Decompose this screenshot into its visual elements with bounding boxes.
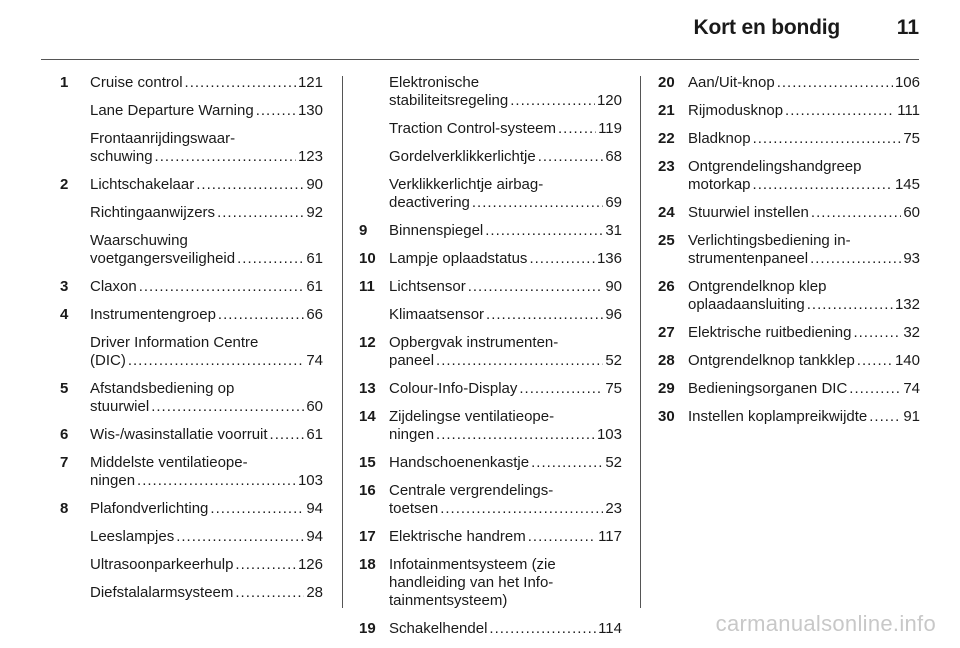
entry-label: oplaadaansluiting bbox=[688, 296, 805, 313]
index-entry bbox=[658, 130, 920, 148]
leader-dots bbox=[753, 130, 902, 148]
item-number: 3 bbox=[60, 278, 69, 295]
entry-label-line: Verlichtingsbediening in- bbox=[688, 232, 851, 249]
page-reference: 91 bbox=[903, 408, 920, 425]
index-entry bbox=[658, 352, 920, 370]
item-number: 15 bbox=[359, 454, 376, 471]
item-number: 14 bbox=[359, 408, 376, 425]
leader-dots bbox=[853, 324, 901, 342]
entry-label-line: Zijdelingse ventilatieope- bbox=[389, 408, 555, 425]
item-number: 1 bbox=[60, 74, 69, 91]
index-entry bbox=[658, 158, 920, 194]
leader-dots bbox=[538, 148, 604, 166]
entry-label: Lampje oplaadstatus bbox=[389, 250, 528, 267]
index-entry bbox=[658, 204, 920, 222]
column-divider-1 bbox=[342, 76, 343, 608]
leader-dots bbox=[235, 584, 304, 602]
entry-label: Leeslampjes bbox=[90, 528, 175, 545]
index-entry bbox=[60, 454, 323, 490]
page-reference: 136 bbox=[596, 250, 622, 267]
leader-dots bbox=[436, 352, 603, 370]
index-entry bbox=[60, 528, 323, 546]
page-reference: 120 bbox=[596, 92, 622, 109]
leader-dots bbox=[486, 306, 603, 324]
leader-dots bbox=[440, 500, 603, 518]
index-entry bbox=[658, 380, 920, 398]
entry-label-line: Infotainmentsysteem (zie bbox=[389, 556, 556, 573]
index-entry bbox=[359, 278, 622, 296]
index-entry bbox=[60, 232, 323, 268]
entry-label-line: Driver Information Centre bbox=[90, 334, 259, 351]
page-reference: 123 bbox=[297, 148, 323, 165]
entry-label: Stuurwiel instellen bbox=[688, 204, 809, 221]
item-number: 9 bbox=[359, 222, 368, 239]
item-number: 21 bbox=[658, 102, 675, 119]
index-entry bbox=[60, 130, 323, 166]
entry-label-line: Middelste ventilatieope- bbox=[90, 454, 248, 471]
column-divider-2 bbox=[640, 76, 641, 608]
page-reference: 140 bbox=[894, 352, 920, 369]
index-entry bbox=[359, 408, 622, 444]
entry-label: deactivering bbox=[389, 194, 470, 211]
index-column-2 bbox=[359, 74, 622, 648]
index-entry bbox=[658, 74, 920, 92]
leader-dots bbox=[155, 148, 296, 166]
entry-label: Ontgrendelknop tankklep bbox=[688, 352, 855, 369]
page-reference: 28 bbox=[306, 584, 323, 601]
index-entry bbox=[60, 102, 323, 120]
entry-label: Diefstalalarmsysteem bbox=[90, 584, 234, 601]
page-reference: 74 bbox=[903, 380, 920, 397]
leader-dots bbox=[128, 352, 304, 370]
entry-label: Gordelverklikkerlichtje bbox=[389, 148, 536, 165]
page-reference: 92 bbox=[306, 204, 323, 221]
page-header bbox=[0, 0, 960, 58]
index-entry bbox=[60, 278, 323, 296]
item-number: 2 bbox=[60, 176, 69, 193]
entry-label: Cruise control bbox=[90, 74, 183, 91]
entry-label: Elektrische ruitbediening bbox=[688, 324, 852, 341]
leader-dots bbox=[436, 426, 595, 444]
item-number: 10 bbox=[359, 250, 376, 267]
entry-label: voetgangersveiligheid bbox=[90, 250, 236, 267]
leader-dots bbox=[185, 74, 296, 92]
index-entry bbox=[359, 482, 622, 518]
page-number: 11 bbox=[896, 16, 919, 39]
leader-dots bbox=[176, 528, 304, 546]
leader-dots bbox=[270, 426, 305, 444]
page-reference: 75 bbox=[605, 380, 622, 397]
page-reference: 94 bbox=[306, 500, 323, 517]
entry-label-line: Ontgrendelknop klep bbox=[688, 278, 827, 295]
header-divider bbox=[41, 59, 919, 60]
entry-label: Handschoenenkastje bbox=[389, 454, 530, 471]
index-entry bbox=[60, 334, 323, 370]
entry-label: Bedieningsorganen DIC bbox=[688, 380, 848, 397]
leader-dots bbox=[528, 528, 596, 546]
leader-dots bbox=[237, 250, 304, 268]
item-number: 23 bbox=[658, 158, 675, 175]
index-entry bbox=[359, 222, 622, 240]
entry-label: Lichtschakelaar bbox=[90, 176, 195, 193]
entry-label: stabiliteitsregeling bbox=[389, 92, 509, 109]
page-reference: 23 bbox=[605, 500, 622, 517]
entry-label: paneel bbox=[389, 352, 435, 369]
entry-label: ningen bbox=[90, 472, 136, 489]
page-reference: 106 bbox=[894, 74, 920, 91]
page-reference: 117 bbox=[598, 528, 622, 545]
index-entry bbox=[60, 204, 323, 222]
page-reference: 60 bbox=[903, 204, 920, 221]
page-reference: 130 bbox=[297, 102, 323, 119]
index-entry bbox=[60, 584, 323, 602]
item-number: 26 bbox=[658, 278, 675, 295]
watermark-text: carmanualsonline.info bbox=[715, 611, 936, 636]
index-entry bbox=[359, 250, 622, 268]
page-reference: 114 bbox=[598, 620, 622, 637]
item-number: 7 bbox=[60, 454, 69, 471]
item-number: 4 bbox=[60, 306, 69, 323]
entry-label: Schakelhendel bbox=[389, 620, 488, 637]
index-entry bbox=[359, 556, 622, 610]
entry-label: Rijmodusknop bbox=[688, 102, 784, 119]
entry-label: toetsen bbox=[389, 500, 439, 517]
leader-dots bbox=[217, 204, 304, 222]
page-reference: 32 bbox=[903, 324, 920, 341]
index-entry bbox=[359, 380, 622, 398]
index-entry bbox=[60, 74, 323, 92]
item-number: 27 bbox=[658, 324, 675, 341]
leader-dots bbox=[218, 306, 304, 324]
item-number: 19 bbox=[359, 620, 376, 637]
page-reference: 103 bbox=[297, 472, 323, 489]
leader-dots bbox=[811, 204, 901, 222]
page-reference: 60 bbox=[306, 398, 323, 415]
entry-label: Instellen koplampreikwijdte bbox=[688, 408, 868, 425]
entry-label-line: Opbergvak instrumenten- bbox=[389, 334, 559, 351]
item-number: 16 bbox=[359, 482, 376, 499]
entry-label: Colour-Info-Display bbox=[389, 380, 518, 397]
index-entry bbox=[60, 380, 323, 416]
page-reference: 132 bbox=[894, 296, 920, 313]
leader-dots bbox=[139, 278, 305, 296]
index-entry bbox=[60, 176, 323, 194]
leader-dots bbox=[468, 278, 604, 296]
item-number: 18 bbox=[359, 556, 376, 573]
leader-dots bbox=[785, 102, 895, 120]
page-reference: 90 bbox=[306, 176, 323, 193]
page-reference: 103 bbox=[596, 426, 622, 443]
leader-dots bbox=[472, 194, 603, 212]
entry-label-line: Elektronische bbox=[389, 74, 480, 91]
leader-dots bbox=[869, 408, 901, 426]
page-reference: 69 bbox=[605, 194, 622, 211]
entry-label: schuwing bbox=[90, 148, 153, 165]
leader-dots bbox=[489, 620, 596, 638]
entry-label-line: Ontgrendelingshandgreep bbox=[688, 158, 862, 175]
item-number: 8 bbox=[60, 500, 69, 517]
index-column-1 bbox=[60, 74, 323, 612]
page-reference: 93 bbox=[903, 250, 920, 267]
entry-label: Klimaatsensor bbox=[389, 306, 485, 323]
page-reference: 66 bbox=[306, 306, 323, 323]
page-reference: 31 bbox=[605, 222, 622, 239]
entry-label: Instrumentengroep bbox=[90, 306, 216, 323]
entry-label: Richtingaanwijzers bbox=[90, 204, 216, 221]
page-reference: 52 bbox=[605, 454, 622, 471]
item-number: 20 bbox=[658, 74, 675, 91]
item-number: 22 bbox=[658, 130, 675, 147]
page-reference: 96 bbox=[605, 306, 622, 323]
page-reference: 68 bbox=[605, 148, 622, 165]
entry-label: Ultrasoonparkeerhulp bbox=[90, 556, 234, 573]
index-entry bbox=[359, 74, 622, 110]
page-reference: 145 bbox=[894, 176, 920, 193]
page-reference: 75 bbox=[903, 130, 920, 147]
entry-label: Wis-/wasinstallatie voorruit bbox=[90, 426, 268, 443]
index-entry bbox=[359, 120, 622, 138]
index-column-3 bbox=[658, 74, 920, 436]
page-reference: 61 bbox=[306, 278, 323, 295]
index-entry bbox=[658, 324, 920, 342]
leader-dots bbox=[235, 556, 296, 574]
entry-label-line: Afstandsbediening op bbox=[90, 380, 235, 397]
leader-dots bbox=[857, 352, 893, 370]
entry-label-line: Waarschuwing bbox=[90, 232, 188, 249]
page-reference: 94 bbox=[306, 528, 323, 545]
leader-dots bbox=[510, 92, 595, 110]
leader-dots bbox=[807, 296, 893, 314]
leader-dots bbox=[810, 250, 901, 268]
leader-dots bbox=[151, 398, 304, 416]
entry-label-line: tainmentsysteem) bbox=[389, 592, 508, 609]
entry-label: Claxon bbox=[90, 278, 137, 295]
leader-dots bbox=[519, 380, 603, 398]
index-entry bbox=[359, 454, 622, 472]
item-number: 17 bbox=[359, 528, 376, 545]
index-entry bbox=[60, 500, 323, 518]
leader-dots bbox=[485, 222, 603, 240]
item-number: 5 bbox=[60, 380, 69, 397]
page-reference: 61 bbox=[306, 250, 323, 267]
item-number: 13 bbox=[359, 380, 376, 397]
entry-label-line: Centrale vergrendelings- bbox=[389, 482, 554, 499]
entry-label: motorkap bbox=[688, 176, 751, 193]
leader-dots bbox=[753, 176, 893, 194]
leader-dots bbox=[137, 472, 296, 490]
item-number: 28 bbox=[658, 352, 675, 369]
item-number: 24 bbox=[658, 204, 675, 221]
item-number: 30 bbox=[658, 408, 675, 425]
page-reference: 111 bbox=[897, 102, 920, 119]
index-entry bbox=[60, 426, 323, 444]
leader-dots bbox=[531, 454, 603, 472]
index-entry bbox=[60, 306, 323, 324]
entry-label: Plafondverlichting bbox=[90, 500, 209, 517]
index-entry bbox=[359, 528, 622, 546]
entry-label: strumentenpaneel bbox=[688, 250, 809, 267]
index-entry bbox=[60, 556, 323, 574]
leader-dots bbox=[849, 380, 901, 398]
entry-label: Binnenspiegel bbox=[389, 222, 484, 239]
leader-dots bbox=[196, 176, 304, 194]
index-entry bbox=[359, 176, 622, 212]
page-reference: 90 bbox=[605, 278, 622, 295]
entry-label-line: Frontaanrijdingswaar- bbox=[90, 130, 236, 147]
leader-dots bbox=[529, 250, 595, 268]
entry-label-line: Verklikkerlichtje airbag- bbox=[389, 176, 544, 193]
item-number: 12 bbox=[359, 334, 376, 351]
leader-dots bbox=[256, 102, 296, 120]
entry-label: stuurwiel bbox=[90, 398, 150, 415]
entry-label: Lichtsensor bbox=[389, 278, 466, 295]
item-number: 29 bbox=[658, 380, 675, 397]
entry-label-line: handleiding van het Info- bbox=[389, 574, 554, 591]
entry-label: Bladknop bbox=[688, 130, 751, 147]
index-entry bbox=[359, 620, 622, 638]
page-reference: 52 bbox=[605, 352, 622, 369]
leader-dots bbox=[558, 120, 596, 138]
entry-label: Lane Departure Warning bbox=[90, 102, 254, 119]
leader-dots bbox=[210, 500, 304, 518]
entry-label: (DIC) bbox=[90, 352, 126, 369]
leader-dots bbox=[777, 74, 893, 92]
section-title: Kort en bondig bbox=[693, 16, 840, 39]
page-reference: 119 bbox=[598, 120, 622, 137]
index-entry bbox=[359, 148, 622, 166]
entry-label: Traction Control-systeem bbox=[389, 120, 556, 137]
entry-label: Aan/Uit-knop bbox=[688, 74, 775, 91]
item-number: 11 bbox=[359, 278, 375, 295]
page-reference: 121 bbox=[297, 74, 323, 91]
page-reference: 126 bbox=[297, 556, 323, 573]
page-reference: 61 bbox=[306, 426, 323, 443]
index-entry bbox=[359, 306, 622, 324]
entry-label: ningen bbox=[389, 426, 435, 443]
index-entry bbox=[658, 278, 920, 314]
index-entry bbox=[658, 102, 920, 120]
item-number: 6 bbox=[60, 426, 69, 443]
index-entry bbox=[658, 408, 920, 426]
index-entry bbox=[359, 334, 622, 370]
entry-label: Elektrische handrem bbox=[389, 528, 526, 545]
page-reference: 74 bbox=[306, 352, 323, 369]
index-entry bbox=[658, 232, 920, 268]
item-number: 25 bbox=[658, 232, 675, 249]
